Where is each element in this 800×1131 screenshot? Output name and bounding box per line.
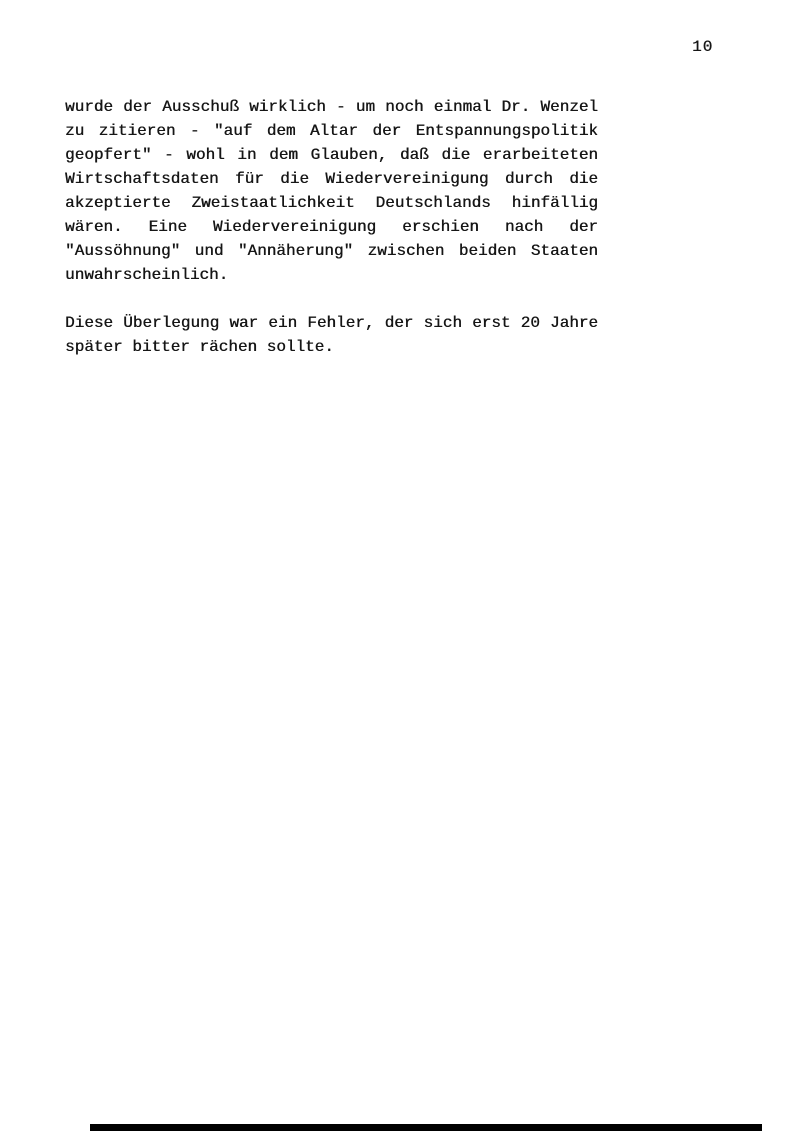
text-line: akzeptierte Zweistaatlichkeit Deutschlands hinfällig (65, 194, 598, 212)
text-line: später bitter rächen sollte. (65, 338, 334, 356)
text-line: wurde der Ausschuß wirklich - um noch einmal Dr. Wenzel (65, 98, 598, 116)
text-line: Wirtschaftsdaten für die Wiedervereinigung durch die (65, 170, 598, 188)
text-line: Diese Überlegung war ein Fehler, der sich erst 20 Jahre (65, 314, 598, 332)
text-line: zu zitieren - "auf dem Altar der Entspannungspolitik (65, 122, 598, 140)
scan-artifact-bar (90, 1124, 762, 1131)
page-number: 10 (692, 38, 714, 56)
text-block (65, 95, 598, 359)
paragraph-2 (65, 311, 598, 359)
text-line: "Aussöhnung" und "Annäherung" zwischen beiden Staaten (65, 242, 598, 260)
text-line: geopfert" - wohl in dem Glauben, daß die erarbeiteten (65, 146, 598, 164)
text-line: wären. Eine Wiedervereinigung erschien nach der (65, 218, 598, 236)
paragraph-1 (65, 95, 598, 287)
text-line: unwahrscheinlich. (65, 266, 229, 284)
